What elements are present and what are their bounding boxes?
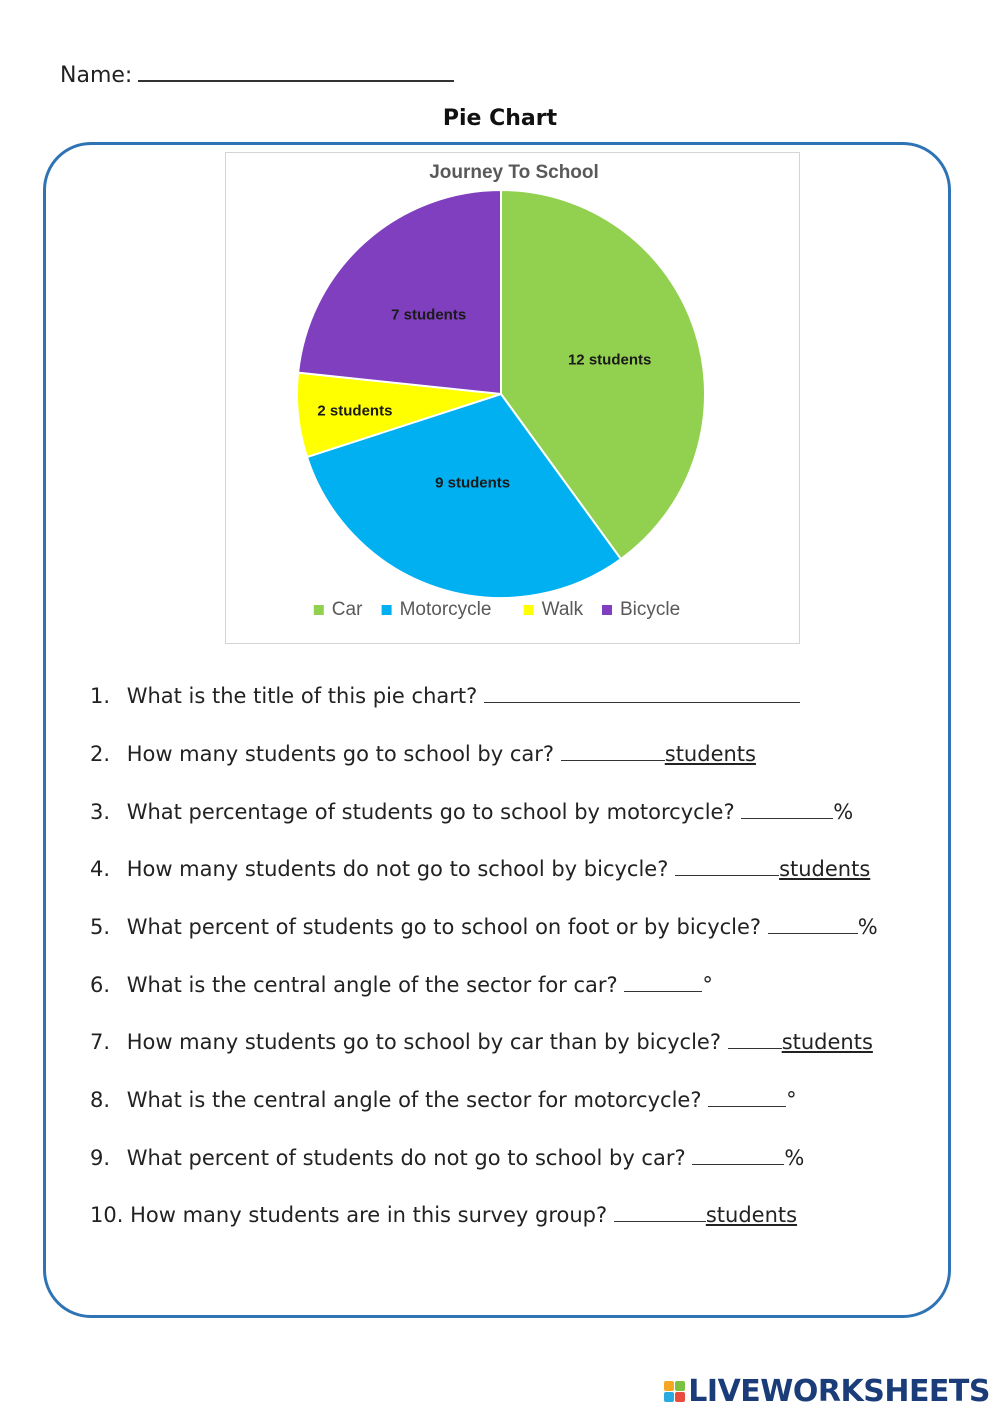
answer-blank[interactable] (692, 1146, 784, 1165)
question-number: 8. (90, 1088, 111, 1112)
pie-slices (297, 190, 705, 598)
question-text: How many students are in this survey group? (130, 1203, 608, 1227)
question-text: What is the central angle of the sector for car? (126, 973, 618, 997)
legend-swatch-motorcycle (382, 605, 392, 615)
question-number: 9. (90, 1146, 111, 1170)
question-5 (90, 915, 878, 939)
answer-unit: ° (786, 1088, 797, 1112)
answer-blank[interactable] (741, 800, 833, 819)
question-text: What percent of students do not go to school by car? (126, 1146, 686, 1170)
answer-blank[interactable] (728, 1030, 782, 1049)
answer-unit: ° (702, 973, 713, 997)
question-text: How many students do not go to school by bicycle? (126, 857, 669, 881)
answer-unit: % (833, 800, 854, 824)
chart-title: Journey To School (429, 162, 599, 183)
question-8 (90, 1088, 797, 1112)
chart-legend (314, 599, 680, 620)
answer-blank[interactable] (561, 742, 665, 761)
question-2 (90, 742, 756, 766)
legend-label-car: Car (331, 599, 363, 620)
answer-unit: students (781, 1030, 873, 1054)
data-label-car: 12 students (567, 351, 652, 369)
question-4 (90, 857, 870, 881)
brand-name: LIVEWORKSHEETS (688, 1374, 990, 1409)
answer-unit: % (857, 915, 878, 939)
question-text: How many students go to school by car? (126, 742, 555, 766)
data-label-bicycle: 7 students (391, 306, 467, 324)
answer-blank[interactable] (708, 1088, 786, 1107)
question-number: 2. (90, 742, 111, 766)
question-3 (90, 800, 853, 824)
data-label-walk: 2 students (317, 402, 393, 420)
answer-blank[interactable] (675, 857, 779, 876)
answer-unit: students (779, 857, 871, 881)
pie-slice-bicycle (298, 190, 501, 394)
answer-unit: % (784, 1146, 805, 1170)
question-text: What percentage of students go to school by motorcycle? (126, 800, 735, 824)
answer-blank[interactable] (614, 1203, 706, 1222)
question-text: How many students go to school by car than by bicycle? (126, 1030, 721, 1054)
answer-blank[interactable] (484, 684, 800, 703)
brand-logo[interactable] (664, 1374, 990, 1409)
question-text: What is the central angle of the sector for motorcycle? (126, 1088, 702, 1112)
question-10 (90, 1203, 797, 1227)
legend-swatch-walk (524, 605, 534, 615)
pie-chart (225, 152, 800, 644)
question-number: 10. (90, 1203, 124, 1227)
answer-blank[interactable] (624, 973, 702, 992)
question-number: 7. (90, 1030, 111, 1054)
question-6 (90, 973, 713, 997)
pie-chart-svg (226, 153, 801, 645)
legend-swatch-bicycle (602, 605, 612, 615)
question-number: 5. (90, 915, 111, 939)
legend-label-walk: Walk (541, 599, 584, 620)
legend-label-bicycle: Bicycle (620, 599, 681, 620)
data-label-motorcycle: 9 students (435, 474, 511, 492)
legend-label-motorcycle: Motorcycle (399, 599, 492, 620)
question-text: What is the title of this pie chart? (126, 684, 478, 708)
answer-unit: students (705, 1203, 798, 1227)
answer-unit: students (664, 742, 756, 766)
question-text: What percent of students go to school on foot or by bicycle? (126, 915, 762, 939)
question-number: 4. (90, 857, 111, 881)
question-1 (90, 684, 800, 708)
question-9 (90, 1146, 804, 1170)
name-label: Name: (60, 63, 133, 88)
page-title: Pie Chart (442, 106, 558, 131)
liveworksheets-logo-icon (664, 1381, 685, 1402)
question-number: 3. (90, 800, 111, 824)
answer-blank[interactable] (768, 915, 858, 934)
legend-swatch-car (314, 605, 324, 615)
name-input-line[interactable] (138, 60, 454, 82)
question-number: 6. (90, 973, 111, 997)
question-7 (90, 1030, 873, 1054)
name-row (60, 60, 454, 88)
question-number: 1. (90, 684, 111, 708)
